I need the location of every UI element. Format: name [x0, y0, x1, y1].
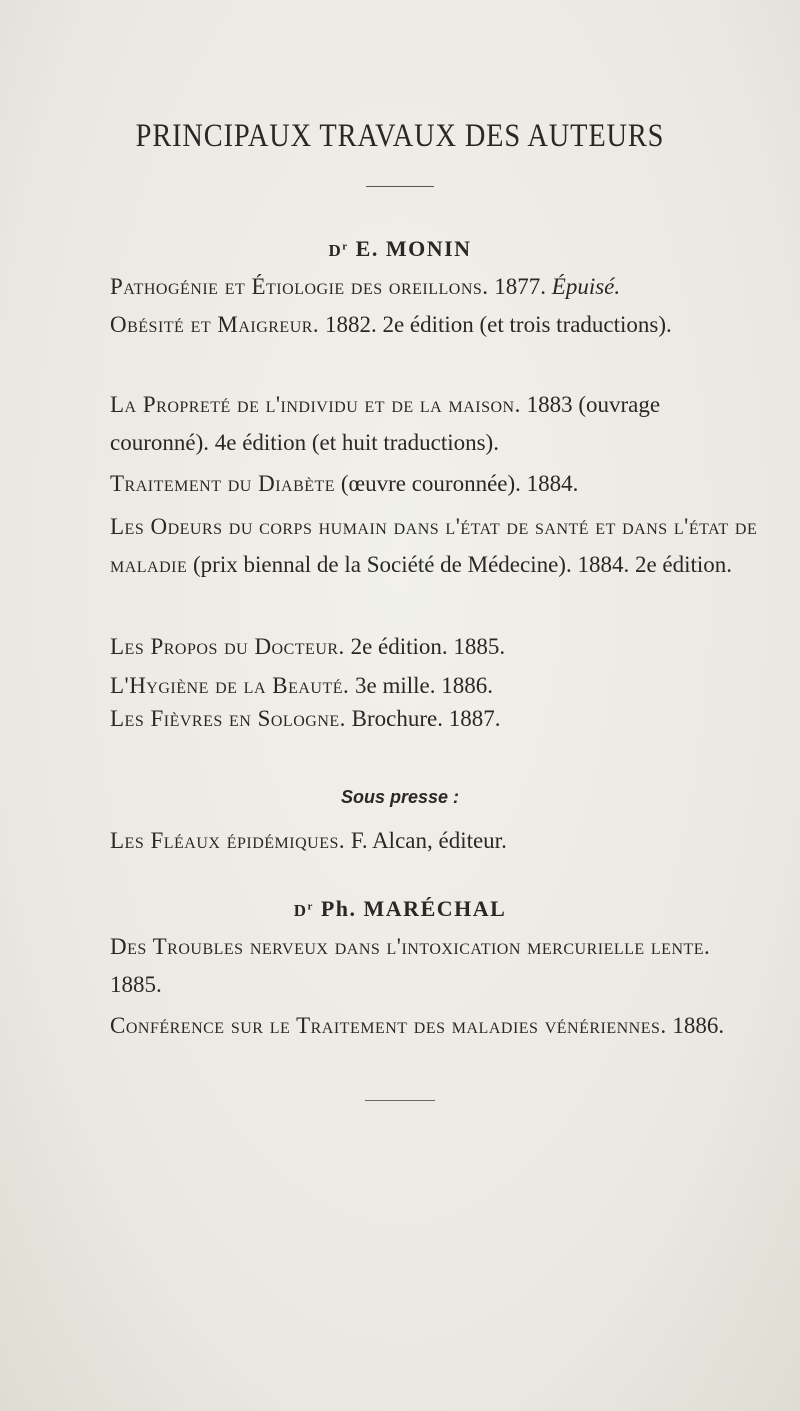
- press-label: Sous presse :: [340, 787, 460, 807]
- work-entry: [110, 386, 760, 462]
- work-details: 2e édition. 1885.: [344, 634, 506, 659]
- author-heading: [0, 896, 800, 922]
- author-heading: [0, 236, 800, 262]
- work-details: 1883 (ouvrage couronné). 4e édition (et huit traductions).: [110, 392, 661, 455]
- work-details: F. Alcan, éditeur.: [345, 828, 507, 853]
- work-title: Pathogénie et Étiologie des oreillons.: [110, 274, 489, 299]
- work-details: 3e mille. 1886.: [349, 673, 494, 698]
- work-title: Obésité et Maigreur.: [110, 312, 320, 337]
- page-title: PRINCIPAUX TRAVAUX DES AUTEURS: [135, 118, 665, 154]
- work-entry: [110, 628, 760, 666]
- work-note: Épuisé.: [551, 274, 621, 299]
- work-title: La Propreté de l'individu et de la maison.: [110, 392, 521, 417]
- work-entry: [110, 928, 760, 1004]
- work-entry: [110, 465, 760, 503]
- work-entry: [110, 508, 760, 584]
- author-title-prefix: $D^r$: [293, 900, 314, 920]
- work-title: L'Hygiène de la Beauté.: [110, 673, 350, 698]
- work-entry: [110, 1007, 760, 1045]
- work-title: Les Propos du Docteur.: [110, 634, 345, 659]
- author-title-prefix: $D^r$: [328, 240, 349, 260]
- closing-divider: [365, 1100, 435, 1101]
- work-title: Des Troubles nerveux dans l'intoxication mercurielle lente.: [110, 934, 711, 959]
- work-title: Les Fléaux épidémiques.: [110, 828, 346, 853]
- author-name: E. MONIN: [355, 236, 472, 261]
- work-entry: [110, 268, 760, 306]
- work-details: (prix biennal de la Société de Médecine). 1884. 2e édition.: [187, 552, 733, 577]
- work-details: 1885.: [110, 972, 162, 997]
- title-divider: [366, 186, 434, 187]
- author-name: Ph. MARÉCHAL: [320, 896, 507, 921]
- work-title: Conférence sur le Traitement des maladies vénériennes.: [110, 1013, 667, 1038]
- work-details: 1882. 2e édition (et trois traductions).: [319, 312, 672, 337]
- work-entry: [110, 306, 760, 344]
- work-title: Les Odeurs du corps humain dans l'état de santé et dans l'état de maladie: [110, 514, 758, 577]
- work-details: (œuvre couronnée). 1884.: [335, 471, 579, 496]
- work-title: Traitement du Diabète: [110, 471, 336, 496]
- work-details: 1886.: [666, 1013, 725, 1038]
- work-entry: [110, 822, 760, 860]
- work-title: Les Fièvres en Sologne.: [110, 706, 346, 731]
- work-entry: [110, 700, 760, 738]
- work-details: Brochure. 1887.: [345, 706, 501, 731]
- work-details: 1877.: [488, 274, 552, 299]
